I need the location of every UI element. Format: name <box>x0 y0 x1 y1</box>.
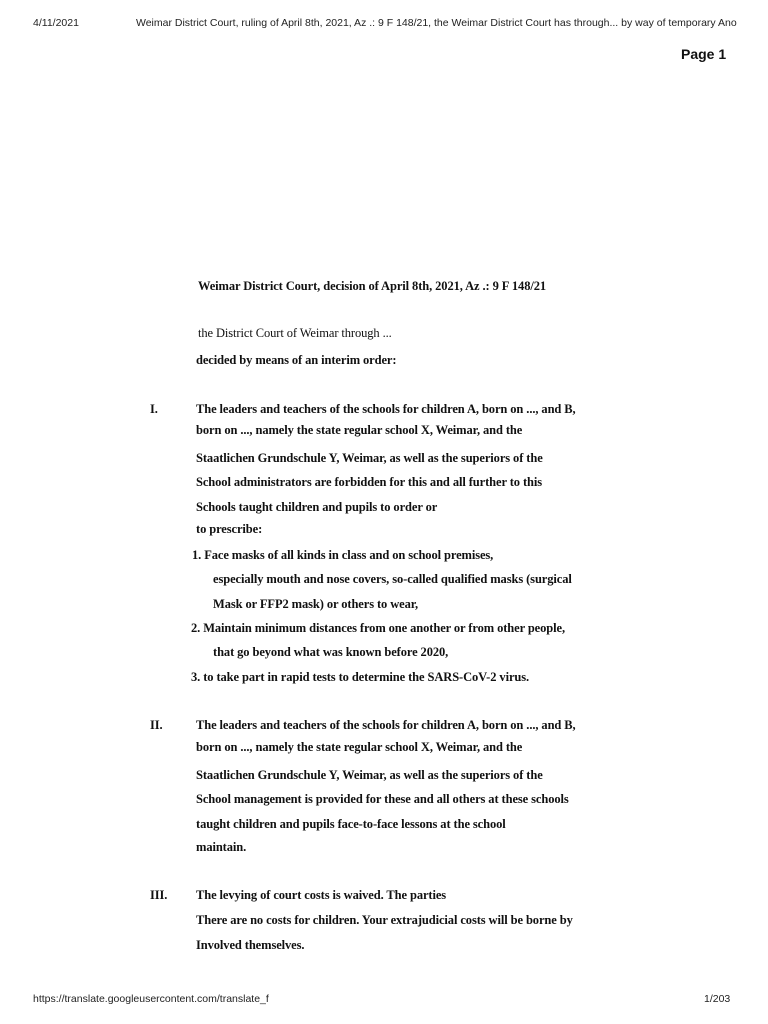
section-line: School management is provided for these and all others at these schools <box>196 792 569 806</box>
list-item-line: 1. Face masks of all kinds in class and on school premises, <box>192 548 494 562</box>
print-date: 4/11/2021 <box>33 17 79 29</box>
section-numeral: I. <box>150 402 158 416</box>
intro-line: the District Court of Weimar through ... <box>198 326 392 340</box>
section-line: School administrators are forbidden for this and all further to this <box>196 475 542 489</box>
section-line: The levying of court costs is waived. The parties <box>196 888 447 902</box>
page-label: Page 1 <box>681 46 727 62</box>
list-item-line: 3. to take part in rapid tests to determine the SARS-CoV-2 virus. <box>191 670 530 684</box>
list-item-line: 2. Maintain minimum distances from one another or from other people, <box>191 621 565 635</box>
section-line: There are no costs for children. Your extrajudicial costs will be borne by <box>196 913 573 927</box>
section-line: to prescribe: <box>196 522 263 536</box>
section-line: Staatlichen Grundschule Y, Weimar, as well as the superiors of the <box>196 768 543 782</box>
print-url: https://translate.googleusercontent.com/translate_f <box>33 993 269 1005</box>
section-numeral: III. <box>150 888 168 902</box>
section-line: taught children and pupils face-to-face lessons at the school <box>196 817 506 831</box>
section-line: The leaders and teachers of the schools for children A, born on ..., and B, <box>196 402 576 416</box>
decided-line: decided by means of an interim order: <box>196 353 397 367</box>
section-line: Schools taught children and pupils to order or <box>196 500 438 514</box>
list-item-line: especially mouth and nose covers, so-called qualified masks (surgical <box>213 572 572 586</box>
document-heading: Weimar District Court, decision of April 8th, 2021, Az .: 9 F 148/21 <box>198 279 547 293</box>
section-line: born on ..., namely the state regular school X, Weimar, and the <box>196 740 523 754</box>
section-line: Involved themselves. <box>196 938 305 952</box>
list-item-line: Mask or FFP2 mask) or others to wear, <box>213 597 419 611</box>
section-line: Staatlichen Grundschule Y, Weimar, as well as the superiors of the <box>196 451 543 465</box>
section-line: The leaders and teachers of the schools for children A, born on ..., and B, <box>196 718 576 732</box>
print-page-count: 1/203 <box>704 993 731 1005</box>
list-item-line: that go beyond what was known before 2020, <box>213 645 449 659</box>
section-numeral: II. <box>150 718 163 732</box>
section-line: maintain. <box>196 840 247 854</box>
print-title: Weimar District Court, ruling of April 8th, 2021, Az .: 9 F 148/21, the Weimar District Court has through... by way of temporary Ano <box>136 17 737 29</box>
section-line: born on ..., namely the state regular school X, Weimar, and the <box>196 423 523 437</box>
